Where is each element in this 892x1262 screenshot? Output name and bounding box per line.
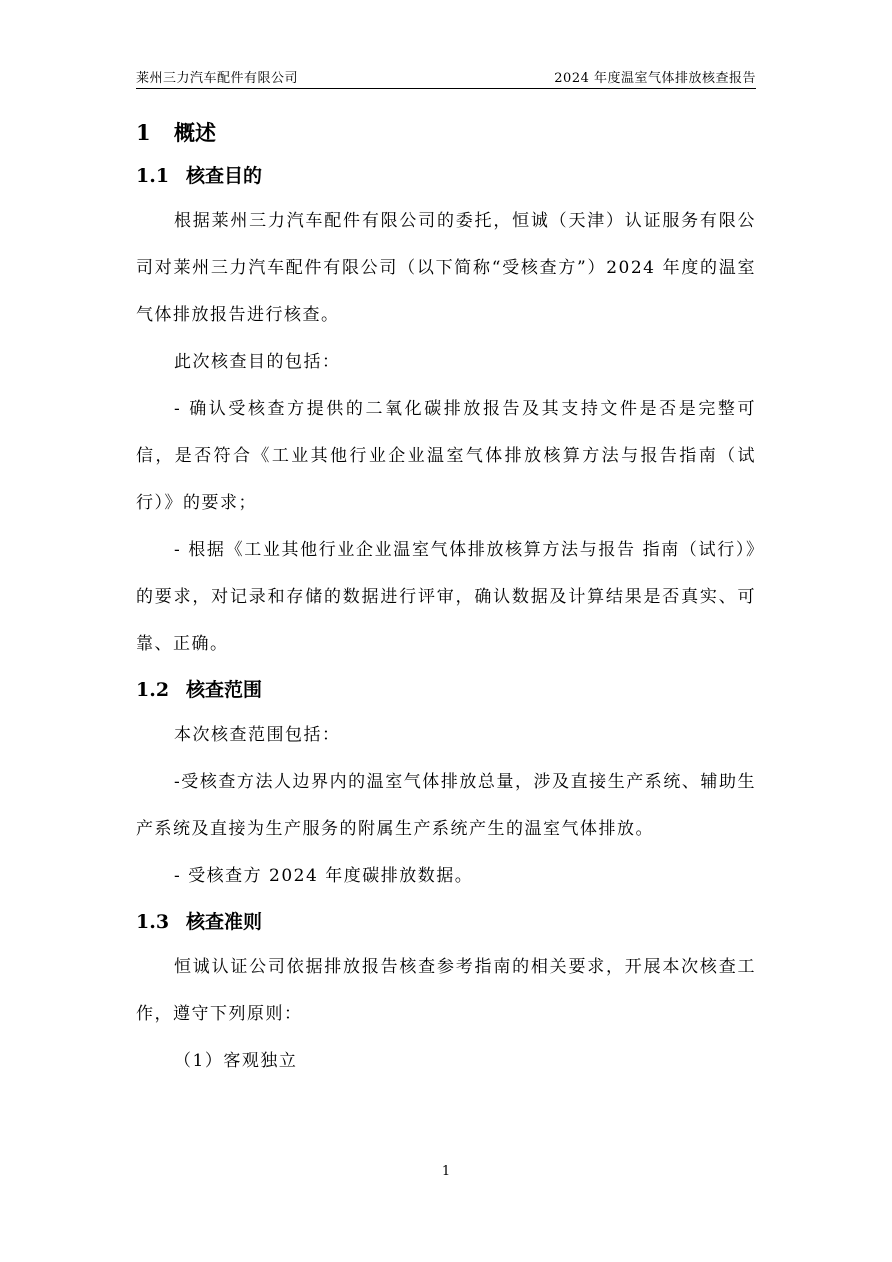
- page-header: [136, 64, 756, 89]
- page-number: 1: [441, 1164, 451, 1179]
- paragraph: 恒诚认证公司依据排放报告核查参考指南的相关要求，开展本次核查工作，遵守下列原则：: [136, 957, 756, 1024]
- section-1-heading: [136, 112, 756, 154]
- section-title: 核查目的: [186, 165, 263, 187]
- header-company-name: 莱州三力汽车配件有限公司: [136, 71, 299, 86]
- header-report-title: 2024 年度温室气体排放核查报告: [554, 71, 756, 86]
- document-body: [136, 112, 756, 1085]
- section-1-2-heading: [136, 668, 756, 712]
- section-1-1-heading: [136, 154, 756, 198]
- section-number: 1: [136, 120, 151, 145]
- paragraph: （1）客观独立: [174, 1051, 298, 1071]
- section-title: 概述: [174, 120, 216, 145]
- paragraph: 根据莱州三力汽车配件有限公司的委托，恒诚（天津）认证服务有限公司对莱州三力汽车配件有限公司（以下简称“受核查方”）2024 年度的温室气体排放报告进行核查。: [136, 211, 756, 325]
- section-title: 核查范围: [186, 679, 263, 701]
- section-title: 核查准则: [186, 911, 263, 933]
- paragraph: -受核查方法人边界内的温室气体排放总量，涉及直接生产系统、辅助生产系统及直接为生产服务的附属生产系统产生的温室气体排放。: [136, 772, 756, 839]
- paragraph: - 受核查方 2024 年度碳排放数据。: [174, 866, 474, 886]
- paragraph: - 根据《工业其他行业企业温室气体排放核算方法与报告 指南（试行）》的要求，对记录和存储的数据进行评审，确认数据及计算结果是否真实、可靠、正确。: [136, 540, 756, 654]
- paragraph: 本次核查范围包括：: [174, 725, 341, 745]
- section-number: 1.3: [136, 911, 170, 933]
- section-number: 1.2: [136, 679, 170, 701]
- section-number: 1.1: [136, 165, 170, 187]
- paragraph: 此次核查目的包括：: [174, 352, 341, 372]
- section-1-3-heading: [136, 900, 756, 944]
- paragraph: - 确认受核查方提供的二氧化碳排放报告及其支持文件是否是完整可信，是否符合《工业其他行业企业温室气体排放核算方法与报告指南（试行）》的要求；: [136, 399, 756, 513]
